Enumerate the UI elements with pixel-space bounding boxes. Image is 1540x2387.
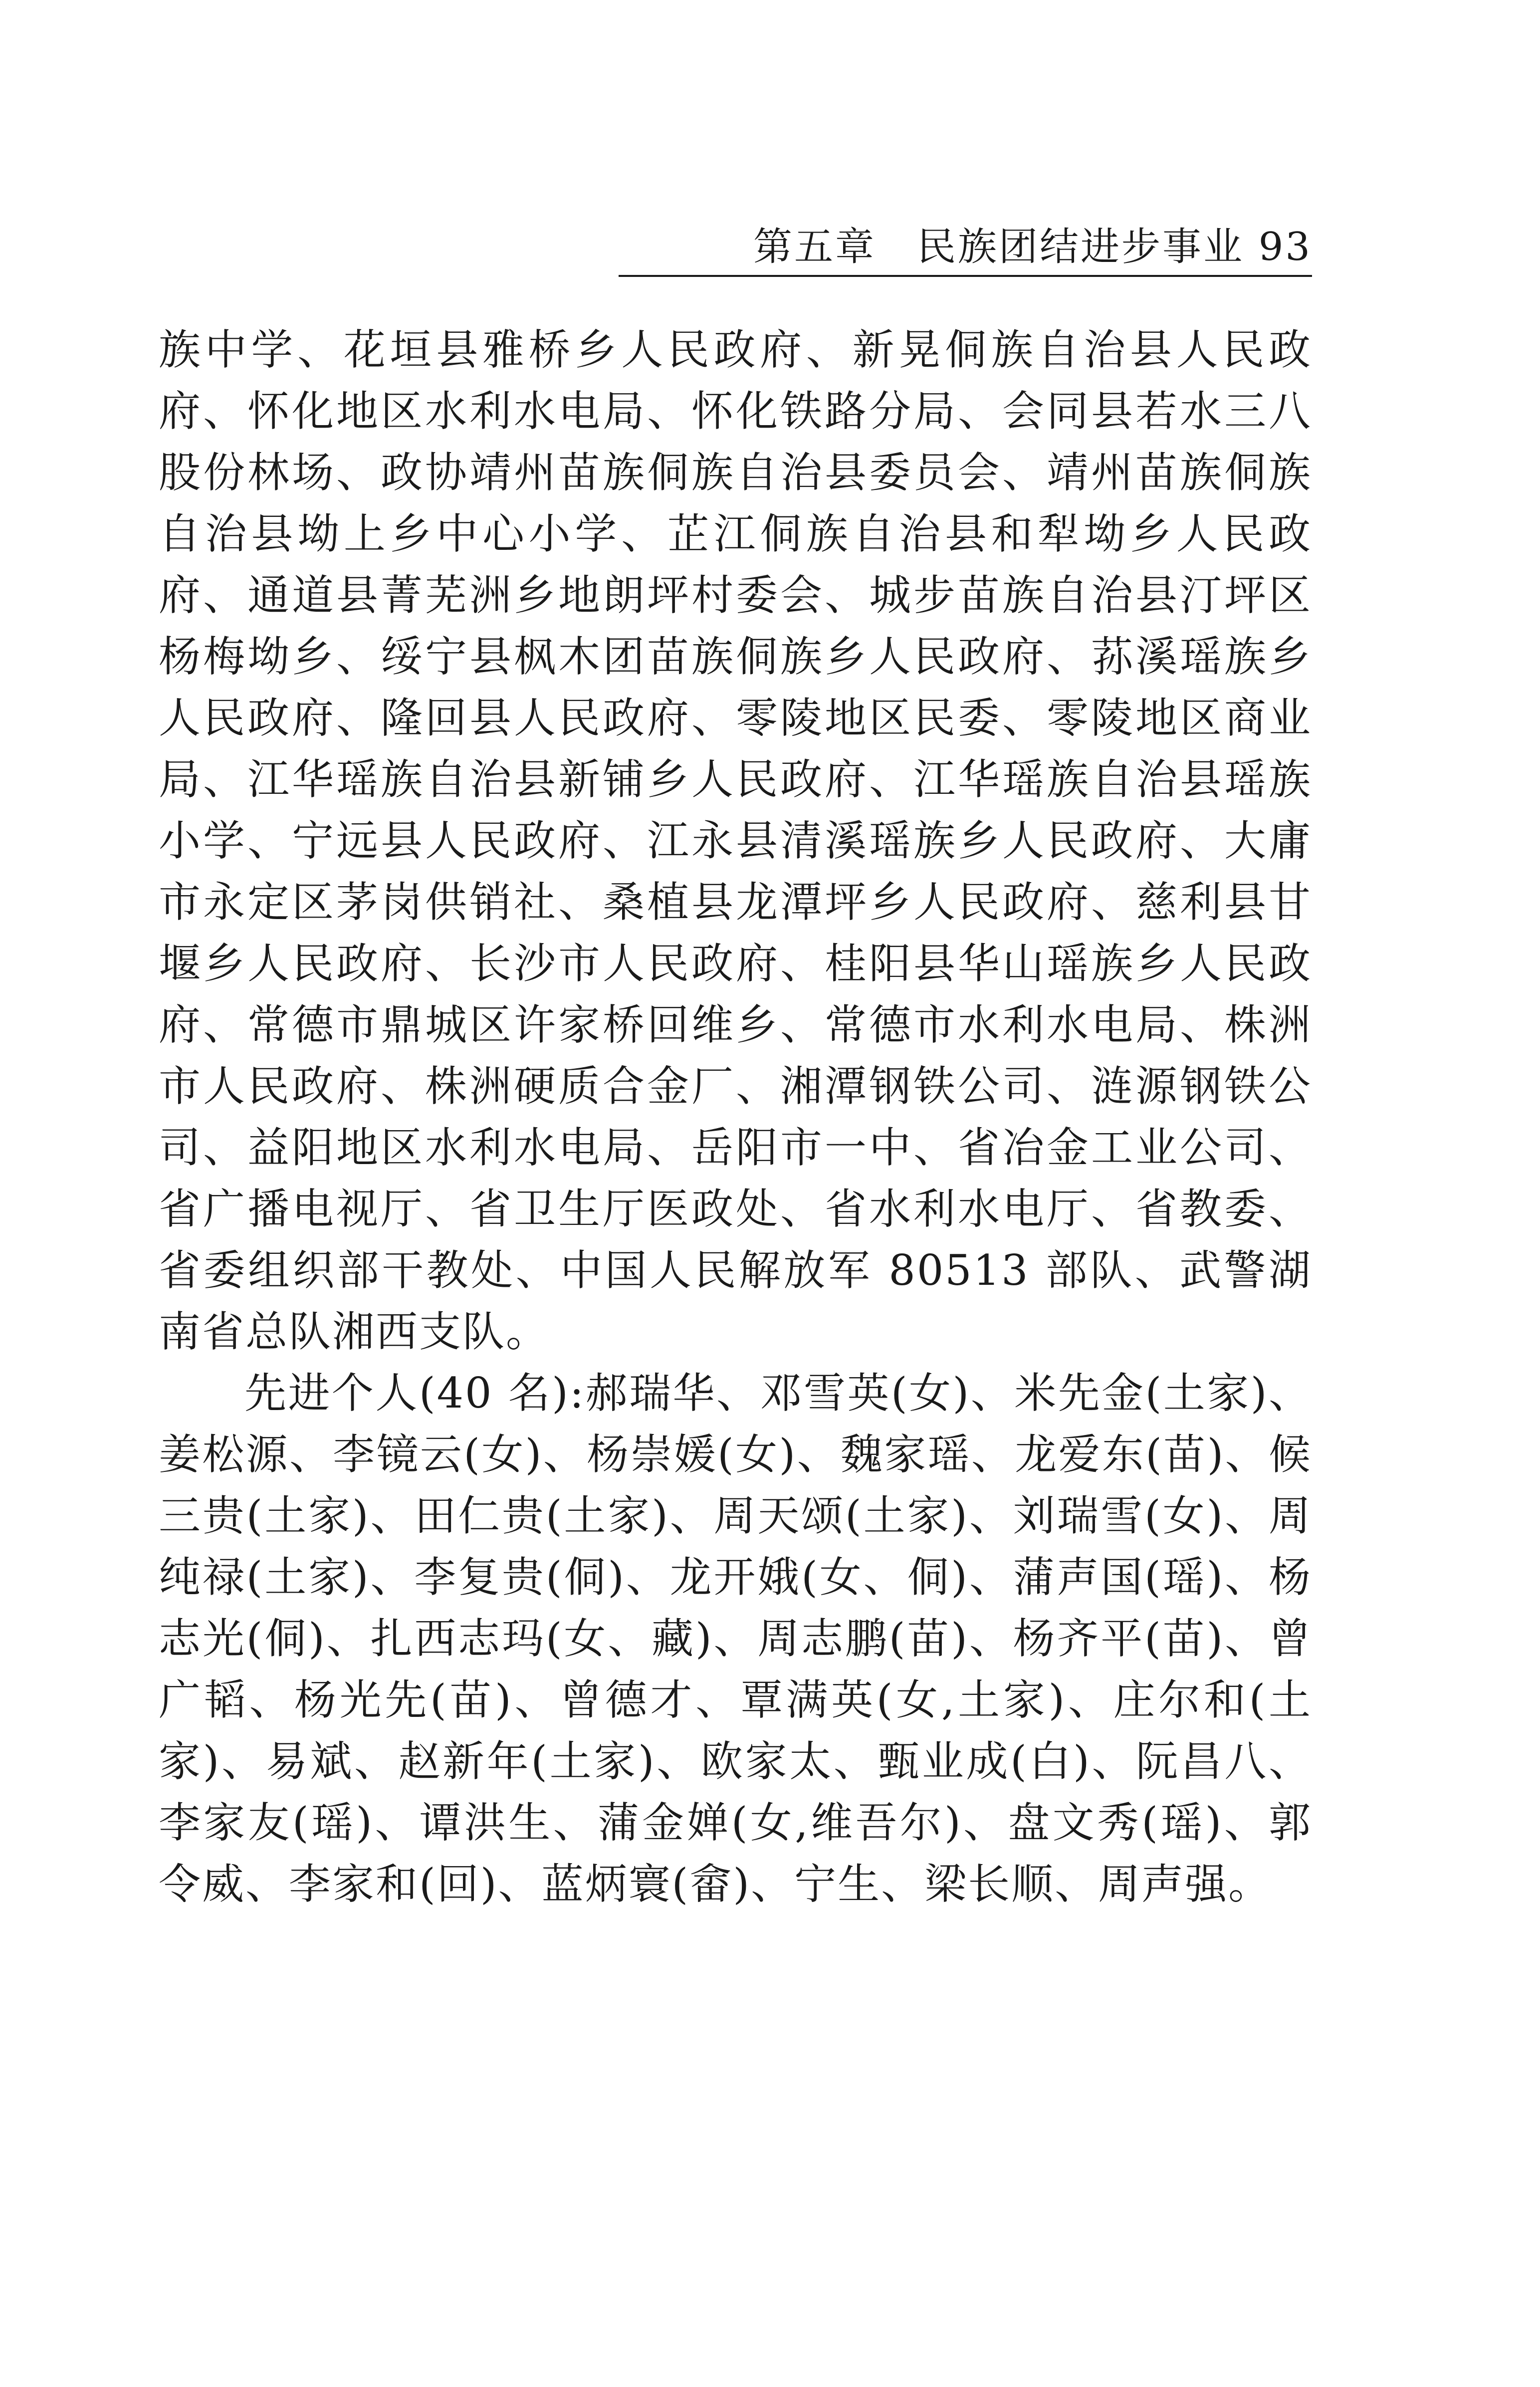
header-rule (619, 275, 1312, 277)
body-text (159, 319, 1312, 1915)
paragraph-advanced-individuals: 先进个人(40 名):郝瑞华、邓雪英(女)、米先金(土家)、姜松源、李镜云(女)、杨崇媛(女)、魏家瑶、龙爱东(苗)、候三贵(土家)、田仁贵(土家)、周天颂(土家)、刘瑞雪(女)、周纯禄(土家)、李复贵(侗)、龙开娥(女、侗)、蒲声国(瑶)、杨志光(侗)、扎西志玛(女、藏)、周志鹏(苗)、杨齐平(苗)、曾广韬、杨光先(苗)、曾德才、覃满英(女,土家)、庄尔和(土家)、易斌、赵新年(土家)、欧家太、甄业成(白)、阮昌八、李家友(瑶)、谭洪生、蒲金婵(女,维吾尔)、盘文秀(瑶)、郭令威、李家和(回)、蓝炳寰(畲)、宁生、梁长顺、周声强。 (159, 1369, 1312, 1909)
paragraph-organizations: 族中学、花垣县雅桥乡人民政府、新晃侗族自治县人民政府、怀化地区水利水电局、怀化铁路分局、会同县若水三八股份林场、政协靖州苗族侗族自治县委员会、靖州苗族侗族自治县坳上乡中心小学、芷江侗族自治县和犁坳乡人民政府、通道县菁芜洲乡地朗坪村委会、城步苗族自治县汀坪区杨梅坳乡、绥宁县枫木团苗族侗族乡人民政府、荪溪瑶族乡人民政府、隆回县人民政府、零陵地区民委、零陵地区商业局、江华瑶族自治县新铺乡人民政府、江华瑶族自治县瑶族小学、宁远县人民政府、江永县清溪瑶族乡人民政府、大庸市永定区茅岗供销社、桑植县龙潭坪乡人民政府、慈利县甘堰乡人民政府、长沙市人民政府、桂阳县华山瑶族乡人民政府、常德市鼎城区许家桥回维乡、常德市水利水电局、株洲市人民政府、株洲硬质合金厂、湘潭钢铁公司、涟源钢铁公司、益阳地区水利水电局、岳阳市一中、省冶金工业公司、省广播电视厅、省卫生厅医政处、省水利水电厅、省教委、省委组织部干教处、中国人民解放军 80513 部队、武警湖南省总队湘西支队。 (159, 325, 1312, 1356)
chapter-title-page-number: 第五章 民族团结进步事业 93 (753, 225, 1312, 269)
running-head (619, 222, 1312, 277)
